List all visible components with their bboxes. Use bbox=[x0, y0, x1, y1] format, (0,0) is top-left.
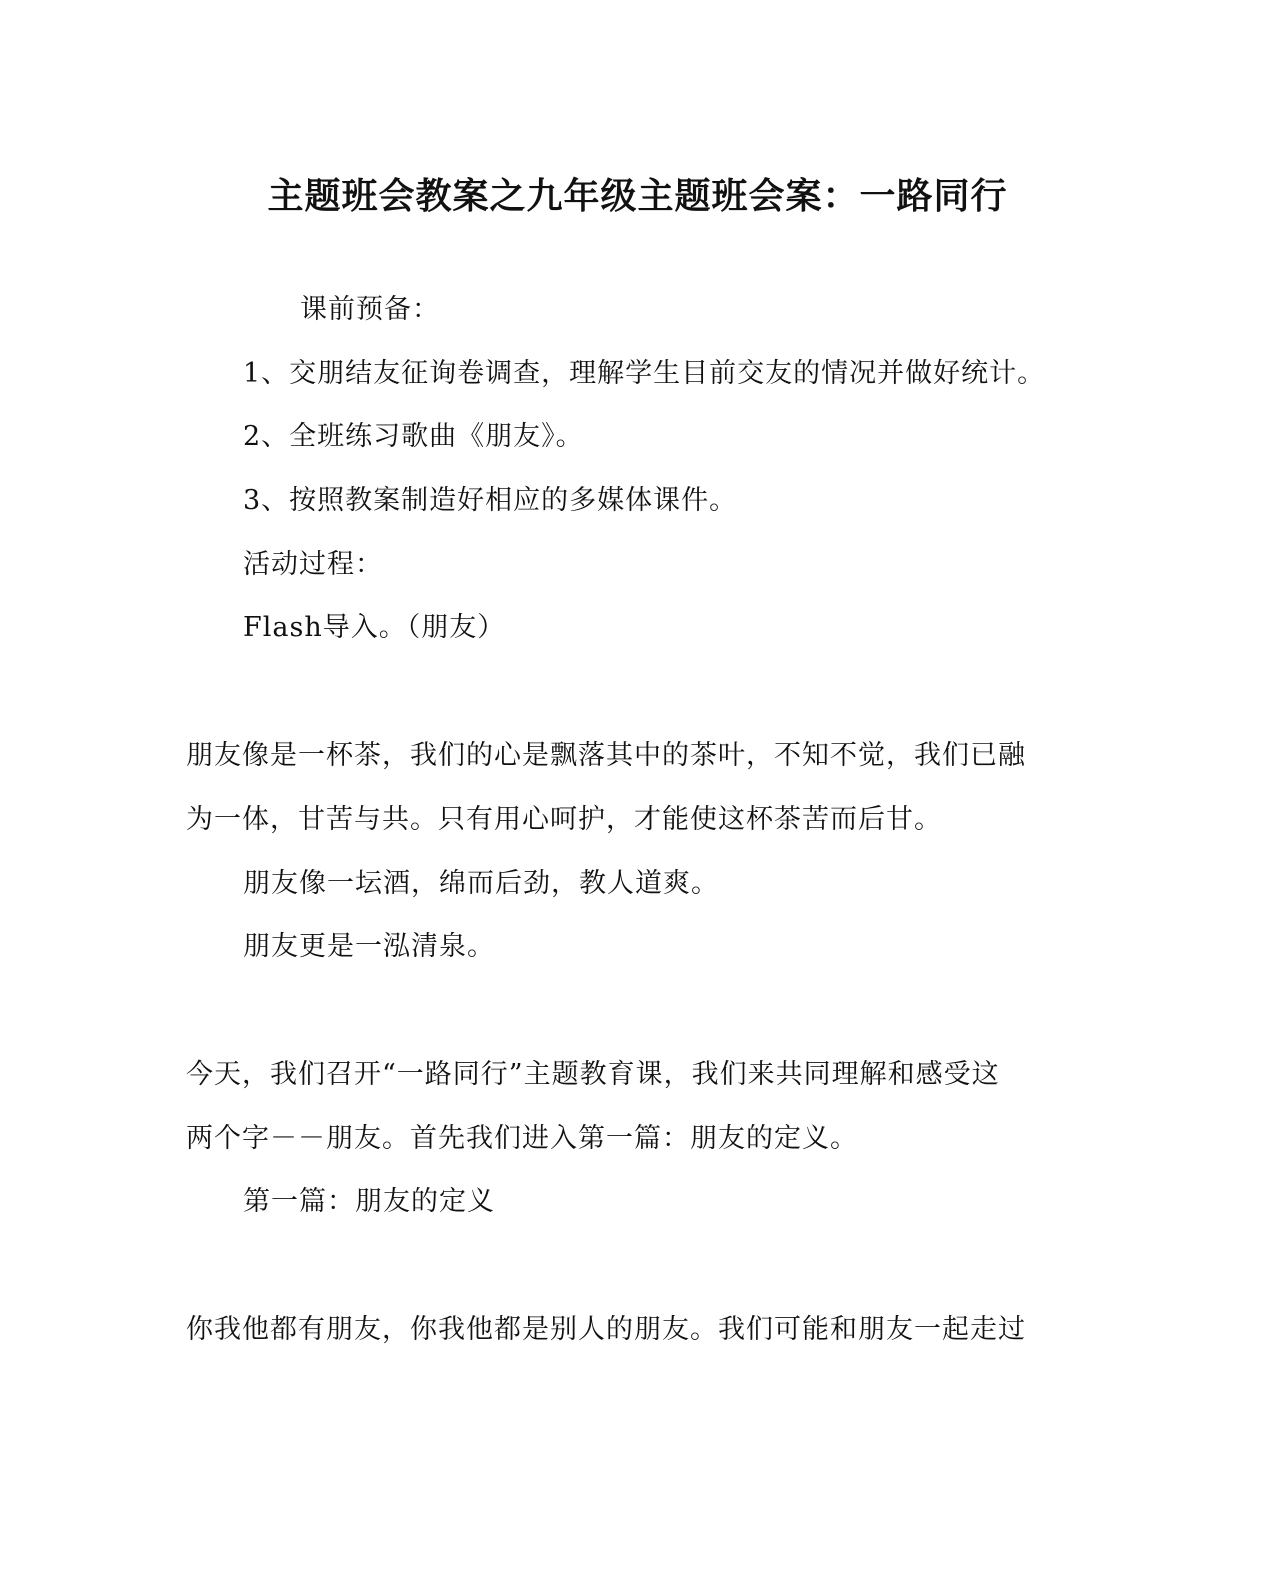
paragraph-friends-line-1: 你我他都有朋友，你我他都是别人的朋友。我们可能和朋友一起走过 bbox=[186, 1314, 1026, 1345]
document-title: 主题班会教案之九年级主题班会案：一路同行 bbox=[267, 176, 1008, 217]
prep-item-3: 3、按照教案制造好相应的多媒体课件。 bbox=[243, 485, 738, 516]
paragraph-wine: 朋友像一坛酒，绵而后劲，教人道爽。 bbox=[243, 868, 719, 899]
prep-item-2: 2、全班练习歌曲《朋友》。 bbox=[243, 421, 584, 452]
paragraph-tea-line-1: 朋友像是一杯茶，我们的心是飘落其中的茶叶，不知不觉，我们已融 bbox=[186, 740, 1026, 771]
section-heading-preparation: 课前预备： bbox=[300, 294, 440, 325]
paragraph-today-line-2: 两个字－－朋友。首先我们进入第一篇：朋友的定义。 bbox=[186, 1123, 858, 1154]
paragraph-today-line-1: 今天，我们召开“一路同行”主题教育课，我们来共同理解和感受这 bbox=[186, 1059, 1000, 1090]
section-heading-part-one: 第一篇：朋友的定义 bbox=[243, 1186, 495, 1217]
paragraph-spring: 朋友更是一泓清泉。 bbox=[243, 931, 495, 962]
flash-intro-line: Flash导入。（朋友） bbox=[243, 612, 506, 643]
prep-item-1: 1、交朋结友征询卷调查，理解学生目前交友的情况并做好统计。 bbox=[243, 358, 1046, 389]
section-heading-process: 活动过程： bbox=[243, 549, 383, 580]
paragraph-tea-line-2: 为一体，甘苦与共。只有用心呵护，才能使这杯茶苦而后甘。 bbox=[186, 804, 942, 835]
